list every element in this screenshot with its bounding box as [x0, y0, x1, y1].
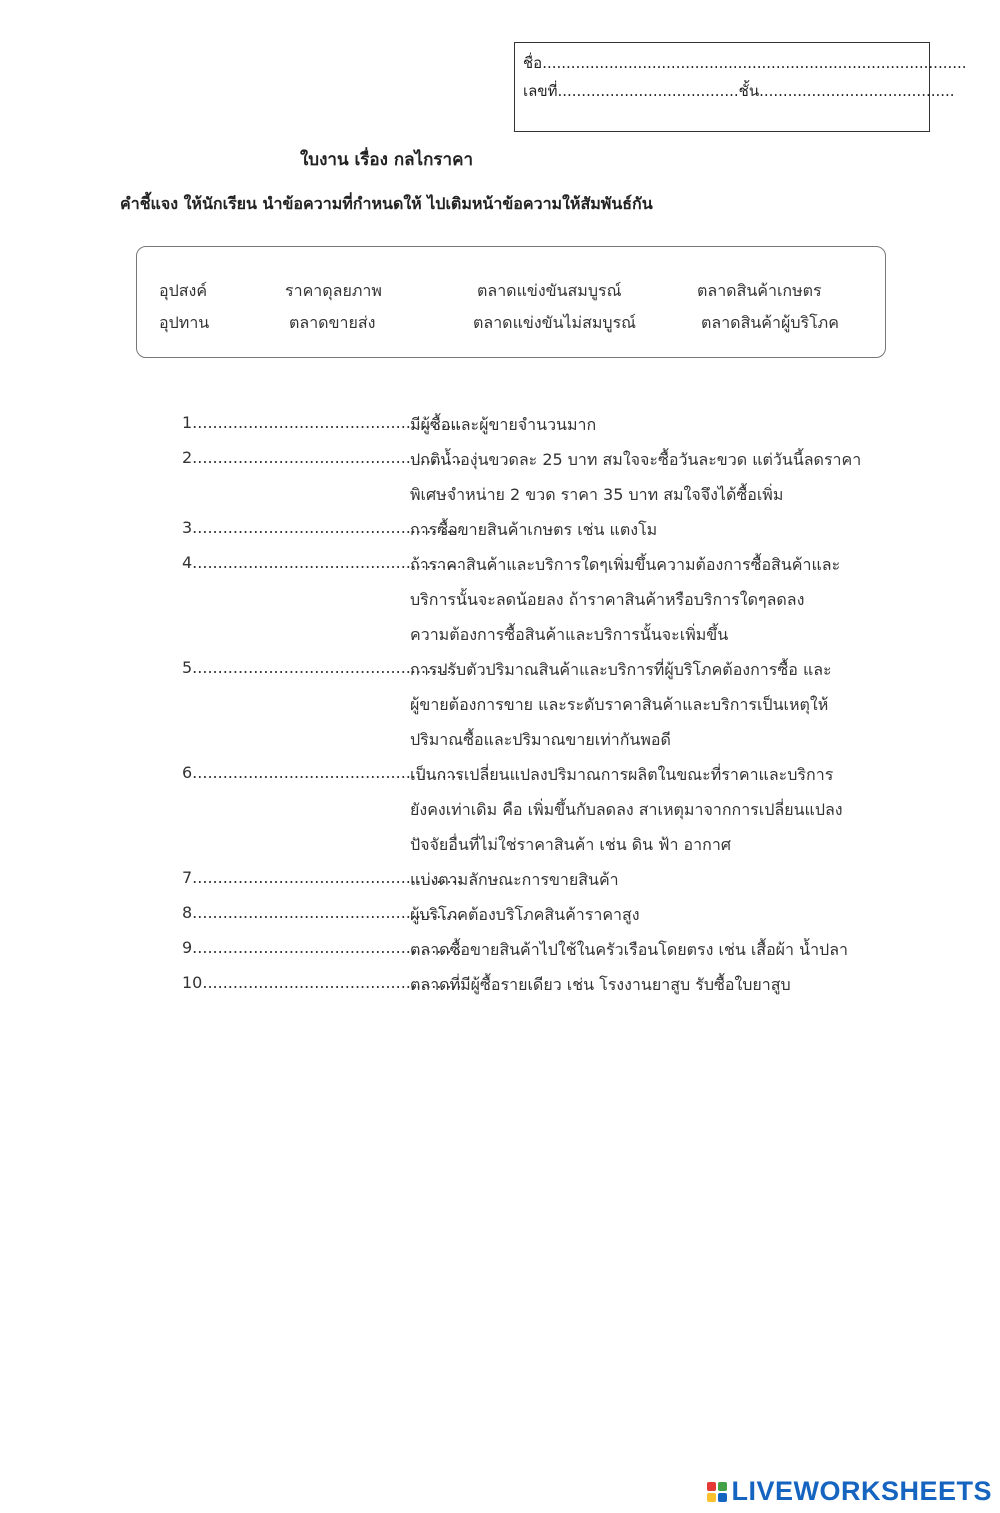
question-text-10: ตลาดที่มีผู้ซื้อรายเดียว เช่น โรงงานยาสูบ รับซื้อใบยาสูบ [410, 975, 791, 994]
answer-blank-5[interactable]: 5..................................................... [182, 658, 462, 677]
liveworksheets-icon [707, 1482, 727, 1502]
instruction-text: คำชี้แจง ให้นักเรียน นำข้อความที่กำหนดให้ ไปเติมหน้าข้อความให้สัมพันธ์กัน [120, 194, 653, 213]
answer-blank-10[interactable]: 10................................................... [182, 973, 462, 992]
question-text-6: ปัจจัยอื่นที่ไม่ใช่ราคาสินค้า เช่น ดิน ฟ้า อากาศ [410, 835, 731, 854]
question-text-5: ผู้ขายต้องการขาย และระดับราคาสินค้าและบริการเป็นเหตุให้ [410, 695, 829, 714]
question-text-5: ปริมาณซื้อและปริมาณขายเท่ากันพอดี [410, 730, 671, 749]
question-text-3: การซื้อขายสินค้าเกษตร เช่น แตงโม [410, 520, 658, 539]
question-text-4: ความต้องการซื้อสินค้าและบริการนั้นจะเพิ่มขึ้น [410, 625, 729, 644]
answer-blank-3[interactable]: 3..................................................... [182, 518, 462, 537]
name-field[interactable]: ชื่อ......................................................................................... [523, 54, 967, 72]
answer-blank-6[interactable]: 6..................................................... [182, 763, 462, 782]
student-info-box [514, 42, 967, 132]
liveworksheets-wordmark: LIVEWORKSHEETS [731, 1476, 992, 1506]
word-bank-item: ตลาดขายส่ง [289, 313, 376, 332]
liveworksheets-logo[interactable] [707, 1476, 992, 1507]
answer-blank-9[interactable]: 9..................................................... [182, 938, 462, 957]
question-text-4: บริการนั้นจะลดน้อยลง ถ้าราคาสินค้าหรือบริการใดๆลดลง [410, 590, 805, 609]
answer-blank-2[interactable]: 2..................................................... [182, 448, 462, 467]
question-text-4: ถ้าราคาสินค้าและบริการใดๆเพิ่มขึ้นความต้องการซื้อสินค้าและ [410, 555, 841, 574]
answer-blank-8[interactable]: 8..................................................... [182, 903, 462, 922]
word-bank [136, 246, 886, 358]
word-bank-item: ตลาดสินค้าผู้บริโภค [701, 313, 839, 332]
question-text-1: มีผู้ซื้อและผู้ขายจำนวนมาก [410, 415, 597, 434]
answer-blank-7[interactable]: 7..................................................... [182, 868, 462, 887]
question-text-9: ตลาดซื้อขายสินค้าไปใช้ในครัวเรือนโดยตรง เช่น เสื้อผ้า น้ำปลา [410, 940, 848, 959]
word-bank-item: อุปสงค์ [159, 281, 208, 300]
question-text-2: ปกติน้ำองุ่นขวดละ 25 บาท สมใจจะซื้อวันละขวด แต่วันนี้ลดราคา [410, 450, 862, 469]
word-bank-item: ตลาดแข่งขันสมบูรณ์ [477, 281, 622, 300]
answer-blank-4[interactable]: 4..................................................... [182, 553, 462, 572]
question-text-2: พิเศษจำหน่าย 2 ขวด ราคา 35 บาท สมใจจึงได้ซื้อเพิ่ม [410, 485, 784, 504]
question-text-5: การปรับตัวปริมาณสินค้าและบริการที่ผู้บริโภคต้องการซื้อ และ [410, 660, 832, 679]
word-bank-item: ตลาดสินค้าเกษตร [697, 281, 822, 300]
question-text-6: ยังคงเท่าเดิม คือ เพิ่มขึ้นกับลดลง สาเหตุมาจากการเปลี่ยนแปลง [410, 800, 843, 819]
word-bank-item: ตลาดแข่งขันไม่สมบูรณ์ [473, 313, 637, 332]
word-bank-item: ราคาดุลยภาพ [285, 281, 382, 300]
number-class-field[interactable]: เลขที่......................................ชั้น......................................... [523, 82, 955, 100]
word-bank-item: อุปทาน [159, 313, 210, 332]
worksheet-title: ใบงาน เรื่อง กลไกราคา [300, 150, 473, 170]
answer-blank-1[interactable]: 1..................................................... [182, 413, 462, 432]
question-text-7: แบ่งตามลักษณะการขายสินค้า [410, 870, 619, 889]
question-text-8: ผู้บริโภคต้องบริโภคสินค้าราคาสูง [410, 905, 640, 924]
question-text-6: เป็นการเปลี่ยนแปลงปริมาณการผลิตในขณะที่ราคาและบริการ [410, 765, 834, 784]
